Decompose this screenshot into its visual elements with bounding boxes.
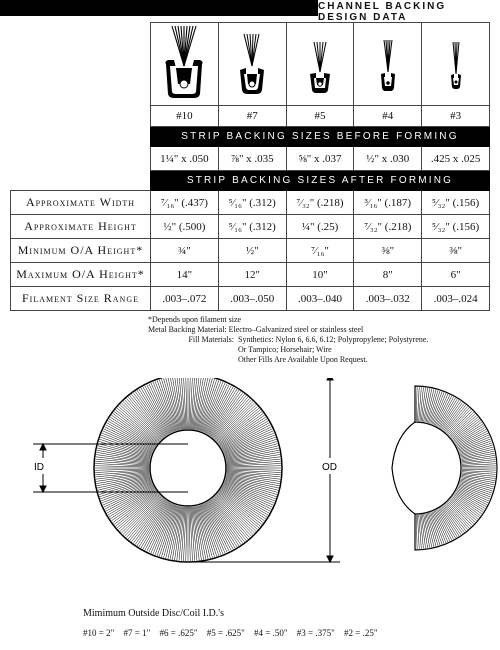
notes-block [148, 315, 428, 365]
row-label: Filament Size Range [11, 287, 151, 311]
spec-cell: ¾" [151, 239, 219, 263]
spec-cell: ½" (.500) [151, 215, 219, 239]
blank-cell [11, 23, 151, 106]
band-before-forming [11, 127, 490, 147]
channel-7-profile-icon [218, 23, 286, 106]
spec-cell: ⅜" [354, 239, 422, 263]
spec-cell: .003–.040 [286, 287, 354, 311]
min-od-values [83, 628, 385, 638]
disc-brush-icon [94, 378, 282, 562]
min-od-value: #2 = .25" [344, 628, 378, 638]
min-od-value: #7 = 1" [123, 628, 151, 638]
before-size-cell: ⅞" x .035 [218, 147, 286, 171]
min-od-value: #5 = .625" [206, 628, 245, 638]
band-after-label: STRIP BACKING SIZES AFTER FORMING [151, 171, 490, 191]
disc-diagram [0, 378, 500, 578]
row-label: Approximate Height [11, 215, 151, 239]
before-size-cell: 1¼" x .050 [151, 147, 219, 171]
disc-section-icon [392, 386, 497, 550]
channel-spec-table [10, 22, 490, 311]
min-od-value: #6 = .625" [159, 628, 198, 638]
depends-note: *Depends upon filament size [148, 315, 242, 324]
min-od-title: Mimimum Outside Disc/Coil I.D.'s [83, 608, 224, 619]
metal-backing-value: Electro–Galvanized steel or stainless steel [228, 325, 364, 334]
fill-line-3-text: Other Fills Are Available Upon Request. [238, 355, 368, 364]
spec-cell: ⁵⁄₁₆" (.312) [218, 191, 286, 215]
spec-cell: ½" [218, 239, 286, 263]
spec-cell: 10" [286, 263, 354, 287]
spec-cell: 8" [354, 263, 422, 287]
spec-row [11, 287, 490, 311]
band-after-forming [11, 171, 490, 191]
fill-line-2 [148, 345, 428, 355]
channel-10-profile-icon [151, 23, 219, 106]
spec-cell: .003–.024 [422, 287, 490, 311]
header-tab [315, 0, 500, 23]
row-label: Approximate Width [11, 191, 151, 215]
channel-number: #3 [422, 106, 490, 127]
spec-cell: ⁷⁄₁₆" [286, 239, 354, 263]
fill-materials-label: Fill Materials: [188, 335, 234, 344]
od-label: OD [322, 462, 337, 473]
page-title: CHANNEL BACKING DESIGN DATA [318, 1, 447, 23]
band-before-label: STRIP BACKING SIZES BEFORE FORMING [151, 127, 490, 147]
spec-row [11, 191, 490, 215]
blank-cell [11, 171, 151, 191]
row-label: Minimum O/A Height* [11, 239, 151, 263]
spec-cell: .003–.032 [354, 287, 422, 311]
spec-cell: ⁷⁄₃₂" (.218) [286, 191, 354, 215]
spec-cell: ⅜" [422, 239, 490, 263]
row-label: Maximum O/A Height* [11, 263, 151, 287]
fill-materials-value: Synthetics: Nylon 6, 6.6, 6.12; Polypropylene; Polystyrene. [238, 335, 429, 344]
before-size-cell: .425 x .025 [422, 147, 490, 171]
spec-cell: ³⁄₁₆" (.187) [354, 191, 422, 215]
spec-row [11, 215, 490, 239]
spec-cell: 6" [422, 263, 490, 287]
min-od-value: #4 = .50" [254, 628, 288, 638]
header-bar [0, 0, 500, 23]
channel-number: #4 [354, 106, 422, 127]
metal-backing-line [148, 325, 428, 335]
fill-line-2-text: Or Tampico; Horsehair; Wire [238, 345, 332, 354]
channel-3-profile-icon [422, 23, 490, 106]
channel-5-profile-icon [286, 23, 354, 106]
spec-cell: 12" [218, 263, 286, 287]
spec-cell: .003–.072 [151, 287, 219, 311]
blank-cell [11, 147, 151, 171]
spec-cell: ⁷⁄₁₆" (.437) [151, 191, 219, 215]
blank-cell [11, 106, 151, 127]
id-label: ID [34, 462, 44, 473]
channel-icon-row [11, 23, 490, 106]
before-size-cell: ½" x .030 [354, 147, 422, 171]
channel-4-profile-icon [354, 23, 422, 106]
metal-backing-label: Metal Backing Material: [148, 325, 227, 334]
before-size-cell: ⅝" x .037 [286, 147, 354, 171]
channel-number: #5 [286, 106, 354, 127]
min-od-value: #3 = .375" [296, 628, 335, 638]
before-sizes-row [11, 147, 490, 171]
spec-cell: 14" [151, 263, 219, 287]
fill-materials-line [148, 335, 428, 345]
spec-cell: ⁵⁄₁₆" (.312) [218, 215, 286, 239]
min-od-value: #10 = 2" [83, 628, 115, 638]
spec-cell: ¼" (.25) [286, 215, 354, 239]
spec-cell: ⁵⁄₃₂" (.156) [422, 215, 490, 239]
blank-cell [11, 127, 151, 147]
channel-number: #7 [218, 106, 286, 127]
fill-line-3 [148, 355, 428, 365]
spec-row [11, 239, 490, 263]
channel-number: #10 [151, 106, 219, 127]
channel-number-row [11, 106, 490, 127]
spec-cell: ⁷⁄₃₂" (.218) [354, 215, 422, 239]
spec-cell: ⁵⁄₃₂" (.156) [422, 191, 490, 215]
spec-row [11, 263, 490, 287]
spec-cell: .003–.050 [218, 287, 286, 311]
